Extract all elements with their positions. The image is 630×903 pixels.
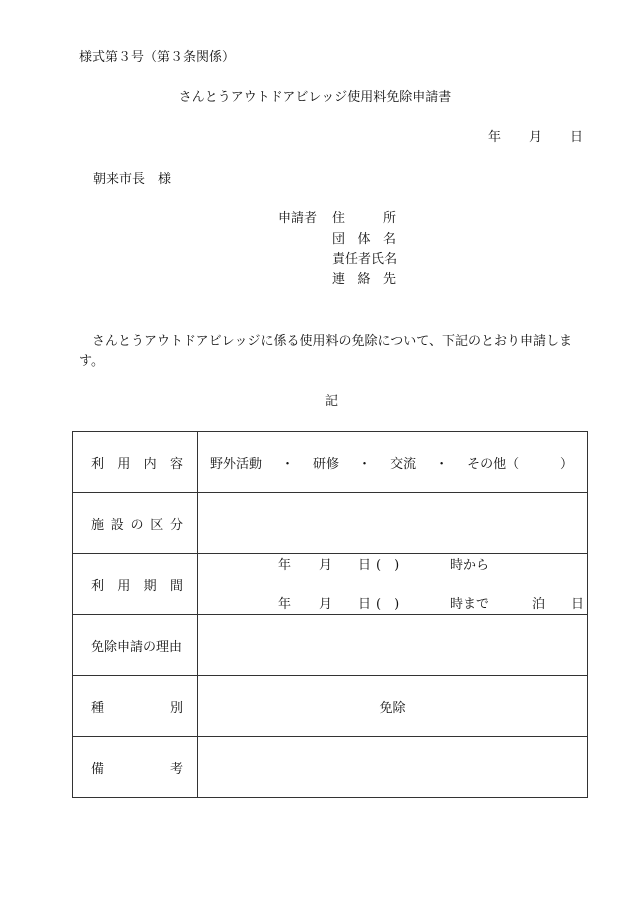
period-start-row — [198, 558, 587, 574]
label-char: 種 — [91, 700, 105, 716]
close-paren: ） — [559, 456, 573, 472]
period-end-row — [198, 597, 587, 613]
label-char: 別 — [169, 700, 183, 716]
usage-content-value[interactable] — [198, 432, 588, 493]
label-char: 施 — [91, 517, 105, 533]
option-other[interactable]: その他（ — [467, 456, 520, 472]
label-char: 住 — [332, 211, 346, 226]
type-label — [73, 676, 198, 737]
label-char: 考 — [169, 761, 183, 777]
row-reason — [73, 615, 588, 676]
type-value: 免除 — [198, 676, 588, 737]
separator: ・ — [281, 456, 295, 472]
applicant-representative-label — [332, 252, 396, 268]
label-char: 利 — [91, 578, 105, 594]
label-char: 間 — [169, 578, 183, 594]
label-char: 区 — [150, 517, 164, 533]
label-char: 者 — [358, 252, 372, 267]
label-char: 任 — [345, 252, 359, 267]
label-char: 容 — [169, 456, 183, 472]
date-day: 日 — [569, 130, 583, 145]
reason-label: 免除申請の理由 — [73, 615, 198, 676]
facility-label — [73, 493, 198, 554]
request-statement: さんとうアウトドアビレッジに係る使用料の免除について、下記のとおり申請します。 — [79, 334, 572, 369]
option-training[interactable]: 研修 — [313, 456, 340, 472]
label-char: 連 — [332, 272, 346, 287]
start-month: 月 — [319, 558, 333, 573]
form-number: 様式第３号（第３条関係） — [79, 50, 236, 65]
document-title: さんとうアウトドアビレッジ使用料免除申請書 — [178, 90, 452, 105]
period-value[interactable] — [198, 554, 588, 615]
row-period — [73, 554, 588, 615]
period-label — [73, 554, 198, 615]
option-exchange[interactable]: 交流 — [390, 456, 417, 472]
date-month: 月 — [528, 130, 542, 145]
reason-value[interactable] — [198, 615, 588, 676]
days: 日 — [571, 597, 585, 612]
end-year: 年 — [278, 597, 292, 612]
label-char: 利 — [91, 456, 105, 472]
applicant-label: 申請者 — [278, 211, 318, 226]
end-weekday: ( ) — [376, 597, 400, 612]
start-time: 時から — [450, 558, 490, 573]
row-facility — [73, 493, 588, 554]
date-year: 年 — [488, 130, 502, 145]
label-char: 所 — [382, 211, 396, 226]
start-day: 日 — [358, 558, 372, 573]
option-outdoor-activity[interactable]: 野外活動 — [210, 456, 263, 472]
label-char: 絡 — [357, 272, 371, 287]
label-char: 体 — [357, 232, 371, 247]
label-char: 内 — [143, 456, 157, 472]
row-usage-content — [73, 432, 588, 493]
label-char: 分 — [169, 517, 183, 533]
remarks-value[interactable] — [198, 737, 588, 798]
end-time: 時まで — [450, 597, 490, 612]
addressee: 朝来市長 様 — [93, 172, 172, 187]
label-char: 責 — [332, 252, 346, 267]
usage-content-label — [73, 432, 198, 493]
label-char: 名 — [382, 232, 396, 247]
applicant-address-label — [332, 211, 396, 227]
start-weekday: ( ) — [376, 558, 400, 573]
date-line — [488, 130, 583, 146]
label-char: の — [130, 517, 144, 533]
end-day: 日 — [358, 597, 372, 612]
application-form-table — [72, 431, 588, 798]
separator: ・ — [358, 456, 372, 472]
nights: 泊 — [532, 597, 546, 612]
end-month: 月 — [319, 597, 333, 612]
label-char: 用 — [117, 578, 131, 594]
label-char: 用 — [117, 456, 131, 472]
applicant-contact-label — [332, 272, 396, 288]
label-char: 名 — [384, 252, 398, 267]
facility-value[interactable] — [198, 493, 588, 554]
label-char: 氏 — [371, 252, 385, 267]
label-char: 団 — [332, 232, 346, 247]
row-type — [73, 676, 588, 737]
applicant-group-name-label — [332, 232, 396, 248]
label-char: 設 — [110, 517, 124, 533]
ki-heading: 記 — [324, 394, 338, 409]
row-remarks — [73, 737, 588, 798]
remarks-label — [73, 737, 198, 798]
separator: ・ — [435, 456, 449, 472]
label-char: 先 — [382, 272, 396, 287]
label-char: 備 — [91, 761, 105, 777]
start-year: 年 — [278, 558, 292, 573]
label-char: 期 — [143, 578, 157, 594]
